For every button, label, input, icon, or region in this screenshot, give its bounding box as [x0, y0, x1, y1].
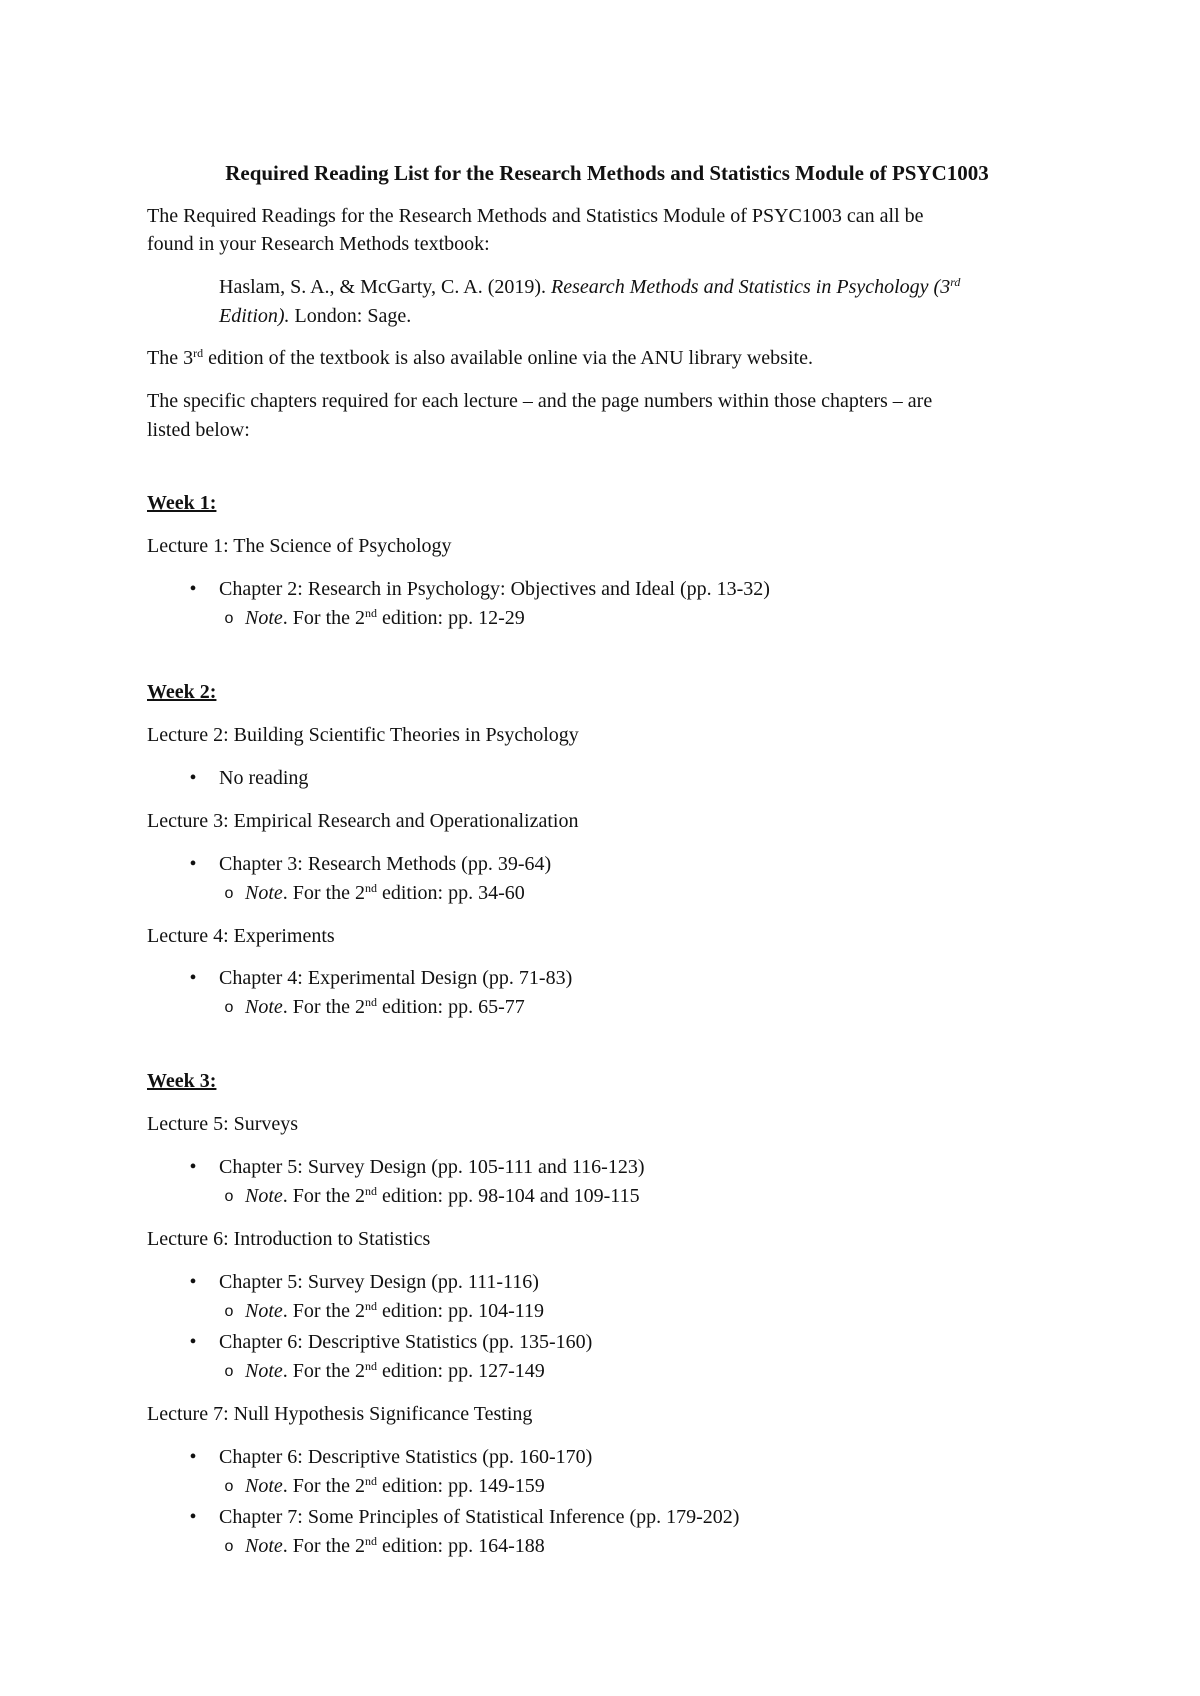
bullet-icon: •: [189, 1506, 197, 1528]
week-1-heading: Week 1:: [147, 492, 217, 514]
lecture-1-title: Lecture 1: The Science of Psychology: [147, 535, 452, 557]
bullet-icon: •: [189, 967, 197, 989]
lecture-3-title: Lecture 3: Empirical Research and Operationalization: [147, 810, 579, 832]
citation-sup: rd: [950, 275, 961, 289]
sub-bullet-icon: o: [224, 610, 234, 627]
specific-line-1: The specific chapters required for each lecture – and the page numbers within those chapters – are: [147, 390, 933, 412]
lecture-5-title: Lecture 5: Surveys: [147, 1113, 299, 1135]
lecture-3-note-1: Note. For the 2nd edition: pp. 34-60: [245, 881, 525, 904]
bullet-icon: •: [189, 767, 197, 789]
lecture-4-title: Lecture 4: Experiments: [147, 925, 335, 947]
lecture-7-title: Lecture 7: Null Hypothesis Significance Testing: [147, 1403, 533, 1425]
sub-bullet-icon: o: [224, 885, 234, 902]
online-note: [147, 346, 813, 371]
intro-line-1: The Required Readings for the Research Methods and Statistics Module of PSYC1003 can all be: [147, 205, 924, 227]
bullet-icon: •: [189, 578, 197, 600]
lecture-6-reading-2: Chapter 6: Descriptive Statistics (pp. 135-160): [219, 1331, 593, 1353]
bullet-icon: •: [189, 1331, 197, 1353]
sub-bullet-icon: o: [224, 1363, 234, 1380]
sub-bullet-icon: o: [224, 1188, 234, 1205]
lecture-6-title: Lecture 6: Introduction to Statistics: [147, 1228, 431, 1250]
citation-book-title: Research Methods and Statistics in Psychology (3: [551, 276, 951, 298]
lecture-7-note-1: Note. For the 2nd edition: pp. 149-159: [245, 1474, 545, 1497]
lecture-1-reading-1: Chapter 2: Research in Psychology: Objectives and Ideal (pp. 13-32): [219, 578, 770, 600]
online-note-post: edition of the textbook is also available online via the ANU library website.: [203, 347, 813, 369]
lecture-5-reading-1: Chapter 5: Survey Design (pp. 105-111 and 116-123): [219, 1156, 645, 1178]
sub-bullet-icon: o: [224, 1478, 234, 1495]
citation-edition: Edition).: [219, 305, 290, 327]
bullet-icon: •: [189, 1156, 197, 1178]
week-3-heading: Week 3:: [147, 1070, 217, 1092]
bullet-icon: •: [189, 1446, 197, 1468]
online-note-pre: The 3: [147, 347, 194, 369]
lecture-6-note-1: Note. For the 2nd edition: pp. 104-119: [245, 1299, 545, 1322]
lecture-2-reading-1: No reading: [219, 767, 309, 789]
citation-authors: Haslam, S. A., & McGarty, C. A. (2019).: [219, 276, 552, 298]
lecture-7-reading-2: Chapter 7: Some Principles of Statistical Inference (pp. 179-202): [219, 1506, 740, 1528]
online-note-sup: rd: [193, 346, 204, 360]
lecture-6-note-2: Note. For the 2nd edition: pp. 127-149: [245, 1359, 545, 1382]
page-title: Required Reading List for the Research Methods and Statistics Module of PSYC1003: [225, 161, 989, 185]
bullet-icon: •: [189, 853, 197, 875]
lecture-6-reading-1: Chapter 5: Survey Design (pp. 111-116): [219, 1271, 539, 1293]
lecture-7-note-2: Note. For the 2nd edition: pp. 164-188: [245, 1534, 545, 1557]
week-2-heading: Week 2:: [147, 681, 217, 703]
specific-line-2: listed below:: [147, 419, 250, 441]
lecture-4-note-1: Note. For the 2nd edition: pp. 65-77: [245, 995, 525, 1018]
citation-line-2: [219, 304, 411, 329]
citation-publisher: London: Sage.: [289, 305, 412, 327]
lecture-3-reading-1: Chapter 3: Research Methods (pp. 39-64): [219, 853, 552, 875]
sub-bullet-icon: o: [224, 1303, 234, 1320]
bullet-icon: •: [189, 1271, 197, 1293]
lecture-1-note-1: Note. For the 2nd edition: pp. 12-29: [245, 606, 525, 629]
lecture-4-reading-1: Chapter 4: Experimental Design (pp. 71-83): [219, 967, 573, 989]
lecture-2-title: Lecture 2: Building Scientific Theories in Psychology: [147, 724, 579, 746]
sub-bullet-icon: o: [224, 999, 234, 1016]
sub-bullet-icon: o: [224, 1538, 234, 1555]
lecture-5-note-1: Note. For the 2nd edition: pp. 98-104 and 109-115: [245, 1184, 640, 1207]
lecture-7-reading-1: Chapter 6: Descriptive Statistics (pp. 160-170): [219, 1446, 593, 1468]
citation-line-1: [219, 275, 960, 300]
intro-line-2: found in your Research Methods textbook:: [147, 233, 490, 255]
